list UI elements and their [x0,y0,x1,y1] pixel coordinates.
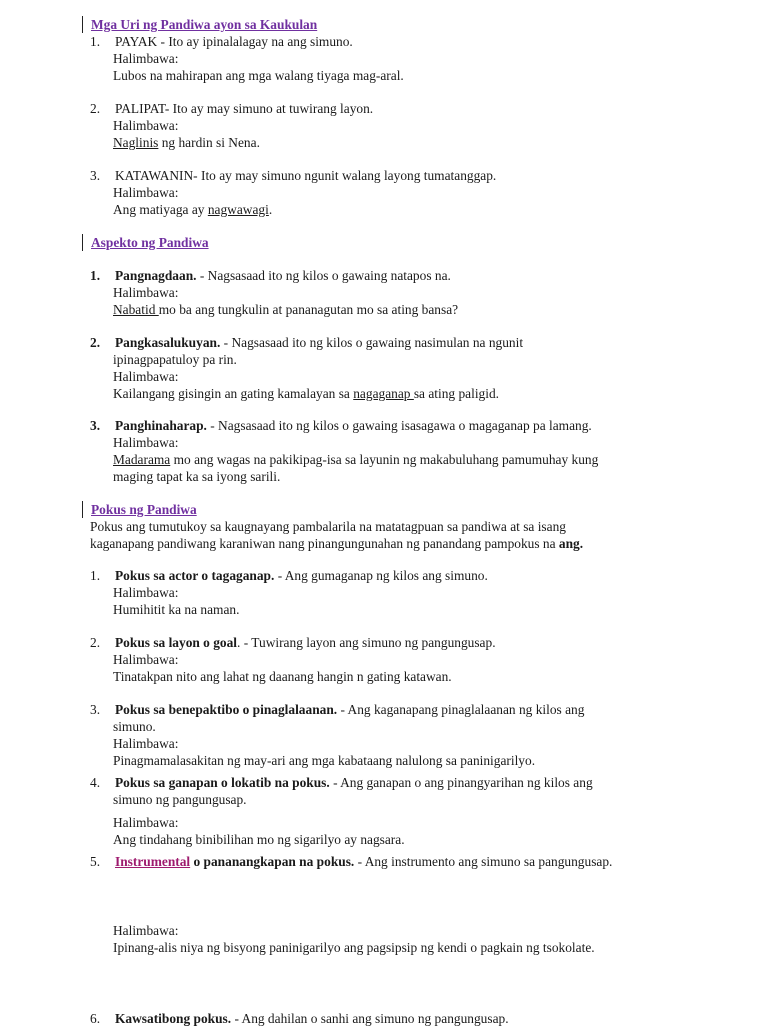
description-continued: ipinagpapatuloy pa rin. [113,352,237,367]
example-text: Naglinis ng hardin si Nena. [113,135,260,150]
list-item: 3. Pokus sa benepaktibo o pinaglalaanan. - Ang kaganapang pinaglalaanan ng kilos ang [90,702,585,717]
example-label: Halimbawa: [113,51,179,66]
example-text: Nabatid mo ba ang tungkulin at pananagutan mo sa ating bansa? [113,302,459,317]
example-label: Halimbawa: [113,435,179,450]
description-continued: simuno. [113,719,156,734]
example-label: Halimbawa: [113,736,179,751]
section-heading-aspekto: Aspekto ng Pandiwa [82,234,209,251]
list-item: 4. Pokus sa ganapan o lokatib na pokus. - Ang ganapan o ang pinangyarihan ng kilos ang [90,775,593,790]
example-label: Halimbawa: [113,923,179,938]
section-heading-pokus: Pokus ng Pandiwa [82,501,197,518]
list-item: 3. KATAWANIN- Ito ay may simuno ngunit walang layong tumatanggap. [90,168,497,183]
example-label: Halimbawa: [113,185,179,200]
example-text: Ipinang-alis niya ng bisyong paninigarilyo ang pagsipsip ng kendi o pagkain ng tsokolate. [113,940,595,955]
list-item: 2. Pokus sa layon o goal. - Tuwirang layon ang simuno ng pangungusap. [90,635,496,650]
list-item: 1. Pangnagdaan. - Nagsasaad ito ng kilos o gawaing natapos na. [90,268,451,283]
list-item: 3. Panghinaharap. - Nagsasaad ito ng kilos o gawaing isasagawa o magaganap pa lamang. [90,418,592,433]
intro-paragraph: Pokus ang tumutukoy sa kaugnayang pambalarila na matatagpuan sa pandiwa at sa isang [90,519,566,534]
section-heading-kaukulan: Mga Uri ng Pandiwa ayon sa Kaukulan [82,16,317,33]
list-item: 1. PAYAK - Ito ay ipinalalagay na ang simuno. [90,34,353,49]
example-label: Halimbawa: [113,815,179,830]
example-text: Madarama mo ang wagas na pakikipag-isa sa layunin ng makabuluhang pamumuhay kung [113,452,599,467]
example-label: Halimbawa: [113,585,179,600]
example-text-continued: maging tapat ka sa iyong sarili. [113,469,281,484]
example-text: Lubos na mahirapan ang mga walang tiyaga mag-aral. [113,68,404,83]
list-item: 1. Pokus sa actor o tagaganap. - Ang gumaganap ng kilos ang simuno. [90,568,488,583]
example-text: Tinatakpan nito ang lahat ng daanang hangin n gating katawan. [113,669,452,684]
example-label: Halimbawa: [113,369,179,384]
example-label: Halimbawa: [113,652,179,667]
example-text: Kailangang gisingin an gating kamalayan sa nagaganap sa ating paligid. [113,386,500,401]
intro-paragraph-continued: kaganapang pandiwang karaniwan nang pinangungunahan ng panandang pampokus na ang. [90,536,584,551]
description-continued: simuno ng pangungusap. [113,792,247,807]
list-item: 2. Pangkasalukuyan. - Nagsasaad ito ng kilos o gawaing nasimulan na ngunit [90,335,524,350]
example-text: Ang tindahang binibilihan mo ng sigarilyo ay nagsara. [113,832,405,847]
example-text: Pinagmamalasakitan ng may-ari ang mga kabataang nalulong sa paninigarilyo. [113,753,536,768]
list-item: 5. Instrumental o pananangkapan na pokus. - Ang instrumento ang simuno sa pangungusap. [90,854,613,869]
list-item: 6. Kawsatibong pokus. - Ang dahilan o sanhi ang simuno ng pangungusap. [90,1011,509,1026]
example-text: Ang matiyaga ay nagwawagi. [113,202,273,217]
example-label: Halimbawa: [113,118,179,133]
list-item: 2. PALIPAT- Ito ay may simuno at tuwirang layon. [90,101,374,116]
instrumental-link[interactable]: Instrumental [115,854,191,869]
example-text: Humihitit ka na naman. [113,602,240,617]
example-label: Halimbawa: [113,285,179,300]
